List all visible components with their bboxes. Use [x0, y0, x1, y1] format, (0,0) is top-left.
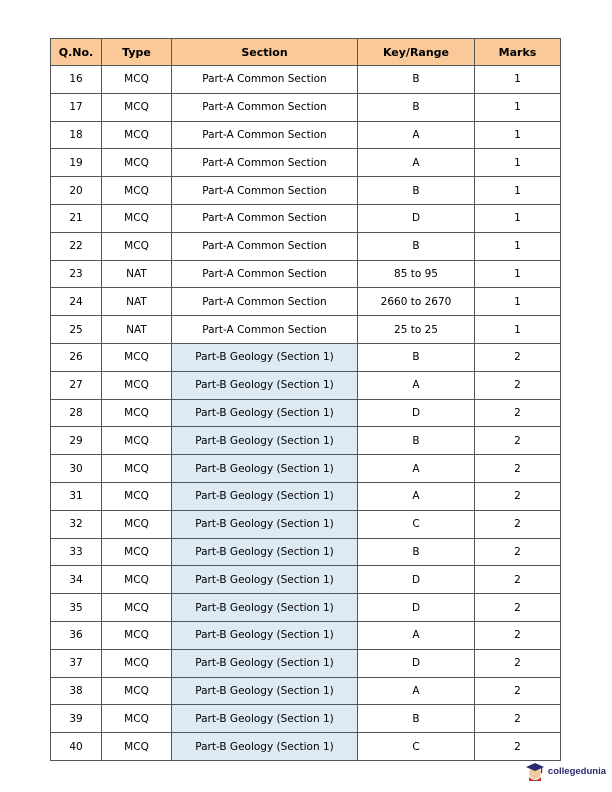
cell-marks: 2: [475, 649, 561, 677]
table-row: [51, 621, 561, 649]
table-row: [51, 260, 561, 288]
cell-marks: 2: [475, 455, 561, 483]
cell-qno: 25: [51, 316, 102, 344]
cell-qno: 20: [51, 177, 102, 205]
cell-section: Part-B Geology (Section 1): [172, 427, 358, 455]
table-row: [51, 66, 561, 94]
cell-qno: 32: [51, 510, 102, 538]
cell-marks: 2: [475, 427, 561, 455]
header-type: Type: [102, 39, 172, 66]
table-row: [51, 399, 561, 427]
cell-key-range: 25 to 25: [358, 316, 475, 344]
cell-marks: 2: [475, 371, 561, 399]
cell-marks: 2: [475, 677, 561, 705]
cell-qno: 36: [51, 621, 102, 649]
cell-key-range: 85 to 95: [358, 260, 475, 288]
cell-qno: 28: [51, 399, 102, 427]
cell-qno: 24: [51, 288, 102, 316]
collegedunia-logo: [524, 758, 606, 784]
cell-key-range: C: [358, 733, 475, 761]
cell-section: Part-A Common Section: [172, 232, 358, 260]
table-row: [51, 510, 561, 538]
cell-key-range: D: [358, 594, 475, 622]
cell-qno: 40: [51, 733, 102, 761]
table-row: [51, 204, 561, 232]
cell-type: MCQ: [102, 427, 172, 455]
cell-section: Part-A Common Section: [172, 204, 358, 232]
cell-marks: 2: [475, 705, 561, 733]
cell-type: MCQ: [102, 677, 172, 705]
cell-section: Part-B Geology (Section 1): [172, 538, 358, 566]
cell-marks: 2: [475, 594, 561, 622]
cell-section: Part-B Geology (Section 1): [172, 510, 358, 538]
table-row: [51, 594, 561, 622]
cell-key-range: B: [358, 427, 475, 455]
cell-type: MCQ: [102, 204, 172, 232]
table-header-row: [51, 39, 561, 66]
cell-marks: 2: [475, 510, 561, 538]
cell-qno: 35: [51, 594, 102, 622]
cell-section: Part-B Geology (Section 1): [172, 705, 358, 733]
cell-marks: 2: [475, 733, 561, 761]
cell-marks: 2: [475, 621, 561, 649]
cell-section: Part-A Common Section: [172, 316, 358, 344]
cell-qno: 22: [51, 232, 102, 260]
cell-section: Part-A Common Section: [172, 121, 358, 149]
cell-key-range: D: [358, 566, 475, 594]
table-row: [51, 705, 561, 733]
table-row: [51, 733, 561, 761]
cell-marks: 1: [475, 288, 561, 316]
cell-marks: 1: [475, 260, 561, 288]
cell-key-range: C: [358, 510, 475, 538]
table-row: [51, 288, 561, 316]
cell-type: MCQ: [102, 621, 172, 649]
cell-key-range: A: [358, 455, 475, 483]
cell-type: MCQ: [102, 594, 172, 622]
table-row: [51, 649, 561, 677]
cell-marks: 2: [475, 566, 561, 594]
cell-marks: 1: [475, 121, 561, 149]
logo-text: collegedunia: [547, 765, 606, 777]
cell-type: MCQ: [102, 121, 172, 149]
cell-qno: 27: [51, 371, 102, 399]
cell-qno: 29: [51, 427, 102, 455]
cell-key-range: B: [358, 66, 475, 94]
cell-marks: 2: [475, 343, 561, 371]
cell-type: NAT: [102, 288, 172, 316]
cell-qno: 26: [51, 343, 102, 371]
cell-key-range: B: [358, 232, 475, 260]
table-body: [51, 66, 561, 761]
table-row: [51, 121, 561, 149]
cell-type: MCQ: [102, 510, 172, 538]
cell-type: MCQ: [102, 455, 172, 483]
cell-marks: 1: [475, 232, 561, 260]
cell-section: Part-B Geology (Section 1): [172, 594, 358, 622]
table-row: [51, 677, 561, 705]
cell-type: MCQ: [102, 733, 172, 761]
cell-section: Part-A Common Section: [172, 177, 358, 205]
cell-type: MCQ: [102, 177, 172, 205]
cell-key-range: D: [358, 204, 475, 232]
cell-section: Part-B Geology (Section 1): [172, 566, 358, 594]
header-marks: Marks: [475, 39, 561, 66]
table-row: [51, 455, 561, 483]
cell-qno: 19: [51, 149, 102, 177]
cell-qno: 23: [51, 260, 102, 288]
cell-key-range: B: [358, 177, 475, 205]
cell-section: Part-B Geology (Section 1): [172, 343, 358, 371]
cell-qno: 16: [51, 66, 102, 94]
cell-type: MCQ: [102, 371, 172, 399]
cell-key-range: A: [358, 677, 475, 705]
cell-section: Part-A Common Section: [172, 288, 358, 316]
cell-section: Part-B Geology (Section 1): [172, 733, 358, 761]
table-row: [51, 482, 561, 510]
cell-key-range: A: [358, 371, 475, 399]
cell-section: Part-B Geology (Section 1): [172, 399, 358, 427]
header-qno: Q.No.: [51, 39, 102, 66]
table-row: [51, 177, 561, 205]
cell-qno: 21: [51, 204, 102, 232]
table-row: [51, 232, 561, 260]
cell-section: Part-A Common Section: [172, 149, 358, 177]
cell-type: MCQ: [102, 232, 172, 260]
cell-type: MCQ: [102, 566, 172, 594]
cell-key-range: A: [358, 621, 475, 649]
cell-key-range: D: [358, 649, 475, 677]
graduate-cap-icon: [524, 760, 546, 782]
cell-section: Part-B Geology (Section 1): [172, 455, 358, 483]
answer-key-table: [50, 38, 561, 761]
header-key-range: Key/Range: [358, 39, 475, 66]
cell-qno: 31: [51, 482, 102, 510]
cell-type: MCQ: [102, 649, 172, 677]
cell-qno: 18: [51, 121, 102, 149]
cell-type: NAT: [102, 260, 172, 288]
cell-marks: 1: [475, 66, 561, 94]
cell-type: MCQ: [102, 399, 172, 427]
cell-type: MCQ: [102, 149, 172, 177]
cell-key-range: 2660 to 2670: [358, 288, 475, 316]
cell-key-range: B: [358, 705, 475, 733]
cell-qno: 39: [51, 705, 102, 733]
cell-key-range: B: [358, 93, 475, 121]
table-row: [51, 427, 561, 455]
cell-marks: 1: [475, 204, 561, 232]
cell-section: Part-B Geology (Section 1): [172, 677, 358, 705]
cell-section: Part-A Common Section: [172, 66, 358, 94]
cell-key-range: D: [358, 399, 475, 427]
table-row: [51, 566, 561, 594]
cell-key-range: A: [358, 121, 475, 149]
cell-type: MCQ: [102, 538, 172, 566]
cell-qno: 38: [51, 677, 102, 705]
cell-section: Part-B Geology (Section 1): [172, 482, 358, 510]
cell-marks: 1: [475, 149, 561, 177]
cell-qno: 17: [51, 93, 102, 121]
header-section: Section: [172, 39, 358, 66]
cell-type: MCQ: [102, 66, 172, 94]
cell-type: MCQ: [102, 343, 172, 371]
table-row: [51, 93, 561, 121]
cell-section: Part-A Common Section: [172, 93, 358, 121]
table-row: [51, 149, 561, 177]
cell-marks: 1: [475, 316, 561, 344]
cell-section: Part-B Geology (Section 1): [172, 621, 358, 649]
table-row: [51, 371, 561, 399]
cell-type: MCQ: [102, 705, 172, 733]
cell-key-range: A: [358, 482, 475, 510]
cell-section: Part-B Geology (Section 1): [172, 649, 358, 677]
cell-marks: 1: [475, 93, 561, 121]
cell-key-range: B: [358, 343, 475, 371]
cell-marks: 1: [475, 177, 561, 205]
cell-section: Part-A Common Section: [172, 260, 358, 288]
cell-qno: 30: [51, 455, 102, 483]
cell-marks: 2: [475, 482, 561, 510]
cell-marks: 2: [475, 538, 561, 566]
table-row: [51, 343, 561, 371]
cell-type: NAT: [102, 316, 172, 344]
table-row: [51, 538, 561, 566]
cell-marks: 2: [475, 399, 561, 427]
cell-key-range: A: [358, 149, 475, 177]
cell-qno: 37: [51, 649, 102, 677]
cell-type: MCQ: [102, 482, 172, 510]
cell-type: MCQ: [102, 93, 172, 121]
cell-qno: 34: [51, 566, 102, 594]
cell-section: Part-B Geology (Section 1): [172, 371, 358, 399]
table-row: [51, 316, 561, 344]
cell-qno: 33: [51, 538, 102, 566]
cell-key-range: B: [358, 538, 475, 566]
